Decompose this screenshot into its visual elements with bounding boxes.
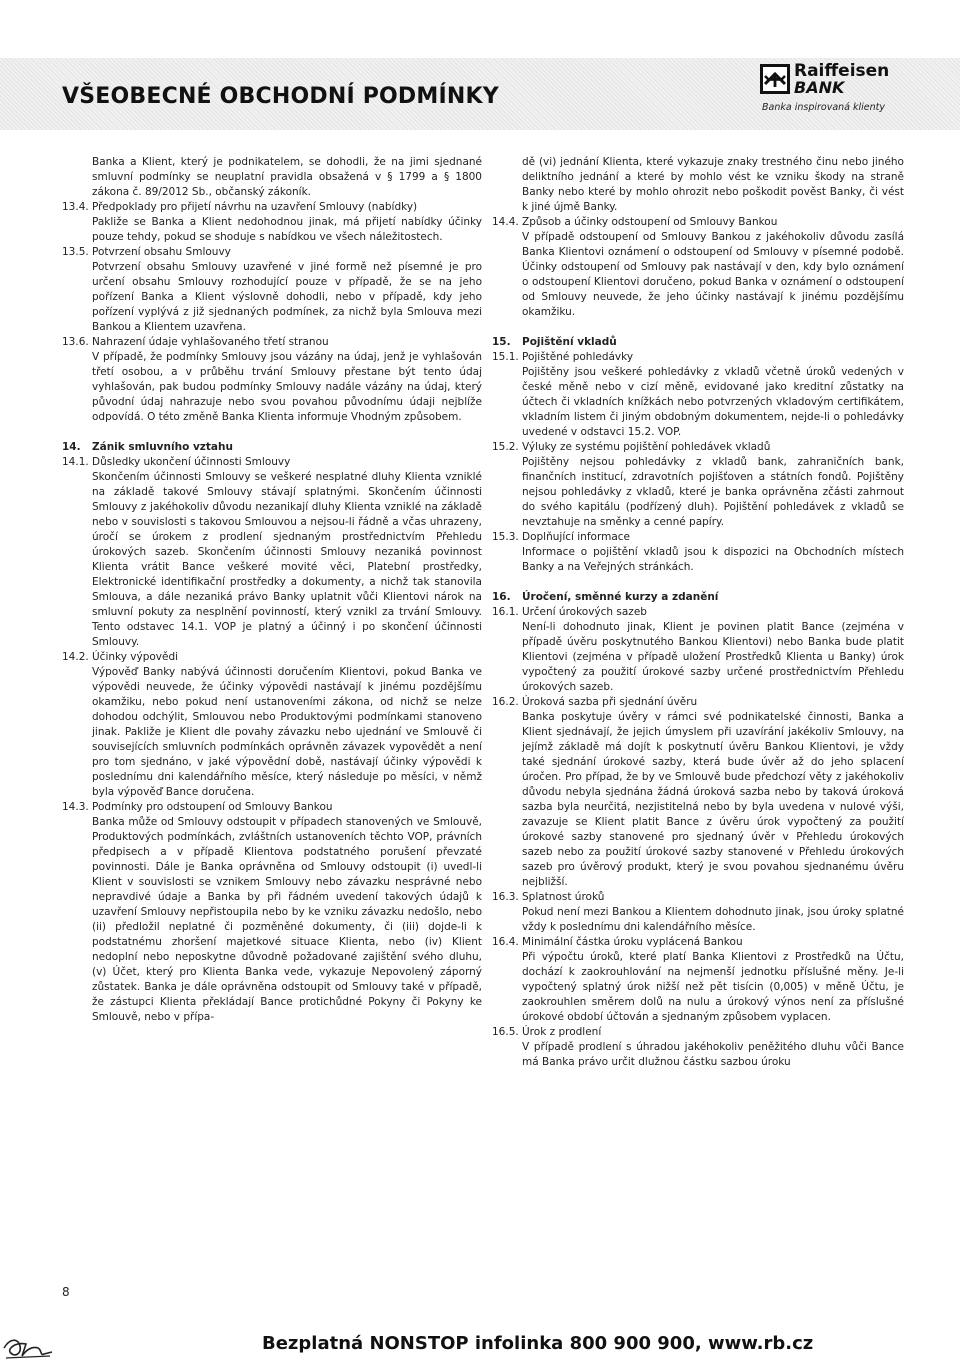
logo-name-line1: Raiffeisen bbox=[794, 61, 890, 81]
section-number: 16.4. bbox=[492, 936, 519, 948]
section-title: Způsob a účinky odstoupení od Smlouvy Bankou bbox=[522, 216, 778, 228]
section-number: 16. bbox=[492, 591, 511, 603]
left-column bbox=[62, 155, 482, 1025]
section-number: 16.2. bbox=[492, 696, 519, 708]
section-number: 15.2. bbox=[492, 441, 519, 453]
section-13-6 bbox=[62, 335, 482, 425]
section-text: Pojištěny jsou veškeré pohledávky z vkladů včetně úroků vedených v české měně nebo v cizí měně, evidované jako kreditní zůstatky na účtech či vkladních knížkách nebo potvrzených vkladovým certifikátem, vkladním listem či jiným obdobným dokumentem, nejde-li o pohledávky uvedené v odstavci 15.2. VOP. bbox=[522, 366, 904, 438]
section-number: 13.6. bbox=[62, 336, 89, 348]
section-16-3 bbox=[492, 890, 904, 935]
section-text: V případě odstoupení od Smlouvy Bankou z jakéhokoliv důvodu zasílá Banka Klientovi oznámení o odstoupení od Smlouvy v písemné podobě. Účinky odstoupení od Smlouvy pak nastávají v den, kdy bylo oznámení o odstoupení Klientovi doručeno, pokud Banka v oznámení o odstoupení od Smlouvy neuvede, že jeho účinky nastávají k jinému pozdějšímu okamžiku. bbox=[522, 231, 904, 318]
section-15-1 bbox=[492, 350, 904, 440]
section-number: 14. bbox=[62, 441, 81, 453]
section-text: Pakliže se Banka a Klient nedohodnou jinak, má přijetí nabídky účinky pouze tehdy, pokud se shoduje s nabídkou ve všech náležitostech. bbox=[92, 216, 482, 243]
section-number: 13.5. bbox=[62, 246, 89, 258]
section-title: Zánik smluvního vztahu bbox=[92, 441, 233, 453]
section-title: Výluky ze systému pojištění pohledávek vkladů bbox=[522, 441, 771, 453]
section-title: Určení úrokových sazeb bbox=[522, 606, 647, 618]
continuation-paragraph: dě (vi) jednání Klienta, které vykazuje znaky trestného činu nebo jiného deliktního jednání a které by mohlo vést ke vzniku škody na straně Banky nebo které by mohlo ohrozit nebo poškodit pověst Banky, či vést k jiné újmě Banky. bbox=[522, 156, 904, 213]
section-text: V případě, že podmínky Smlouvy jsou vázány na údaj, jenž je vyhlašován třetí osobou, a v průběhu trvání Smlouvy přestane být tento údaj vyhlašován, pak budou podmínky Smlouvy nadále vázány na údaj, který původní údaj nahrazuje nebo svou povahou původnímu údaji nejblíže odpovídá. O této změně Banka Klienta informuje Vhodným způsobem. bbox=[92, 351, 482, 423]
section-number: 15.3. bbox=[492, 531, 519, 543]
raiffeisen-logo bbox=[760, 62, 910, 120]
section-number: 14.3. bbox=[62, 801, 89, 813]
section-title: Důsledky ukončení účinnosti Smlouvy bbox=[92, 456, 291, 468]
section-title: Účinky výpovědi bbox=[92, 651, 179, 663]
section-number: 16.1. bbox=[492, 606, 519, 618]
section-number: 14.4. bbox=[492, 216, 519, 228]
section-number: 14.2. bbox=[62, 651, 89, 663]
raiffeisen-gable-cross-icon bbox=[760, 64, 790, 94]
section-number: 16.3. bbox=[492, 891, 519, 903]
section-15-2 bbox=[492, 440, 904, 530]
section-text: Informace o pojištění vkladů jsou k dispozici na Obchodních místech Banky a na Veřejných stránkách. bbox=[522, 546, 904, 573]
section-14-3 bbox=[62, 800, 482, 1025]
section-number: 15. bbox=[492, 336, 511, 348]
section-title: Předpoklady pro přijetí návrhu na uzavření Smlouvy (nabídky) bbox=[92, 201, 418, 213]
section-title: Podmínky pro odstoupení od Smlouvy Bankou bbox=[92, 801, 333, 813]
section-text: Pokud není mezi Bankou a Klientem dohodnuto jinak, jsou úroky splatné vždy k poslednímu dni kalendářního měsíce. bbox=[522, 906, 904, 933]
section-13-4 bbox=[62, 200, 482, 245]
right-column bbox=[492, 155, 904, 1070]
section-14-heading bbox=[62, 440, 482, 455]
section-text: Potvrzení obsahu Smlouvy uzavřené v jiné formě než písemné je pro určení obsahu Smlouvy rozhodující pouze v případě, že se na jeho pořízení Banka a Klient výslovně dohodli, nebo v případě, kdy jeho pořízení vyplývá z již sjednaných podmínek, za nichž byla Smlouva mezi Bankou a Klientem uzavřena. bbox=[92, 261, 482, 333]
section-title: Pojištění vkladů bbox=[522, 336, 617, 348]
section-title: Minimální částka úroku vyplácená Bankou bbox=[522, 936, 743, 948]
section-number: 14.1. bbox=[62, 456, 89, 468]
section-15-heading bbox=[492, 335, 904, 350]
section-number: 16.5. bbox=[492, 1026, 519, 1038]
section-16-heading bbox=[492, 590, 904, 605]
section-14-1 bbox=[62, 455, 482, 650]
section-16-2 bbox=[492, 695, 904, 890]
section-16-4 bbox=[492, 935, 904, 1025]
section-text: Při výpočtu úroků, které platí Banka Klientovi z Prostředků na Účtu, dochází k zaokrouhlování na nejmenší jednotku příslušné měny. Je-li vypočtený splatný úrok nižší než pět tisícin (0,005) v měně Účtu, je zaokrouhlen směrem dolů na nulu a úrokový výnos není za příslušné úrokové období účtován a sjednaným způsobem vyplacen. bbox=[522, 951, 904, 1023]
section-text: V případě prodlení s úhradou jakéhokoliv peněžitého dluhu vůči Bance má Banka právo určit dlužnou částku sazbou úroku bbox=[522, 1041, 904, 1068]
section-13-5 bbox=[62, 245, 482, 335]
handwritten-signature-icon bbox=[0, 1330, 56, 1364]
section-title: Pojištěné pohledávky bbox=[522, 351, 634, 363]
page-number: 8 bbox=[62, 1285, 70, 1299]
section-text: Banka může od Smlouvy odstoupit v případech stanovených ve Smlouvě, Produktových podmínkách, zvláštních ustanoveních těchto VOP, právních předpisech a v případě Klientova podstatného porušení převzaté povinnosti. Dále je Banka oprávněna od Smlouvy odstoupit (i) uvedl-li Klient v souvislosti se vznikem Smlouvy nebo závazku nesprávné nebo nepravdivé údaje a Banka by při řádném uvedení takových údajů k uzavření Smlouvy nepřistoupila nebo by ke vzniku závazku nedošlo, nebo (ii) předložil neplatné či pozměněné dokumenty, či (iii) dojde-li k podstatnému zhoršení majetkové situace Klienta, nebo (iv) Klient nedoplní nebo neposkytne důvodně požadované zajištění svého dluhu, (v) Účet, který pro Klienta Banka vede, vykazuje Nepovolený záporný zůstatek. Banka je dále oprávněna odstoupit od Smlouvy také v případě, že zástupci Klienta překládají Bance protichůdné Pokyny či Pokyny ke Smlouvě, nebo v přípa- bbox=[92, 816, 482, 1023]
section-title: Splatnost úroků bbox=[522, 891, 605, 903]
section-15-3 bbox=[492, 530, 904, 575]
section-text: Pojištěny nejsou pohledávky z vkladů bank, zahraničních bank, finančních institucí, zdravotních pojišťoven a státních fondů. Pojištěny nejsou pohledávky z vkladů, které je banka oprávněna zčásti zahrnout do svého kapitálu (podřízený dluh). Pojištění pohledávek z vkladů se nevztahuje na směnky a cenné papíry. bbox=[522, 456, 904, 528]
logo-name-line2: BANK bbox=[794, 78, 845, 97]
logo-tagline: Banka inspirovaná klienty bbox=[762, 102, 885, 113]
section-text: Skončením účinnosti Smlouvy se veškeré nesplatné dluhy Klienta vzniklé na základě takové Smlouvy stávají splatnými. Skončením účinnosti Smlouvy z jakéhokoliv důvodu nezanikají dluhy Klienta vzniklé na základě nebo v souvislosti s takovou Smlouvou a nejsou-li řádně a včas uhrazeny, úročí se úrokem z prodlení sjednaným prostřednictvím Přehledu úrokových sazeb. Skončením účinnosti Smlouvy nezaniká povinnost Klienta vrátit Bance veškeré movité věci, Platební prostředky, Elektronické identifikační prostředky a dokumenty, a nichž tak stanovila Smlouva, a dále nezaniká právo Banky uplatnit vůči Klientovi nárok na smluvní pokuty za nesplnění povinností, který vznikl za trvání Smlouvy. Tento odstavec 14.1. VOP je platný a účinný i po skončení účinnosti Smlouvy. bbox=[92, 471, 482, 648]
section-text: Banka poskytuje úvěry v rámci své podnikatelské činnosti, Banka a Klient sjednávají, že jejich úmyslem při uzavírání jakékoliv Smlouvy, na jejímž základě má dojít k poskytnutí úvěru Bankou Klientovi, je vždy také sjednání úrokové sazby, která bude úvěr až do jeho splacení úročen. Pro případ, že by ve Smlouvě bude předchozí věty z jakéhokoliv důvodu nebyla sjednána žádná úroková sazba nebo by taková úroková sazba byla neurčitá, nezjistitelná nebo by byla uvedena v nulové výši, zavazuje se Klient platit Bance z úvěru úrok vypočtený za použití úrokové sazby stanovené pro sjednaný úvěr v Přehledu úrokových sazeb nebo za použití úrokové sazby stanovené v Přehledu úrokových sazeb pro úvěrový produkt, který je svou povahou sjednanému úvěru nejbližší. bbox=[522, 711, 904, 888]
section-title: Úroková sazba při sjednání úvěru bbox=[522, 696, 698, 708]
section-text: Výpověď Banky nabývá účinnosti doručením Klientovi, pokud Banka ve výpovědi neuvede, že účinky výpovědi nastávají k jinému pozdějšímu okamžiku, nebo pokud není ustanoveními zákona, od nichž se nelze dohodou odchýlit, Smlouvou nebo Produktovými podmínkami stanoveno jinak. Pakliže je Klient dle povahy závazku nebo ujednání ve Smlouvě či souvisejících smluvních podmínkách oprávněn závazek vypovědět a není pro tom sjednáno, v jaké výpovědní době, nastávají účinky výpovědi k poslednímu dni kalendářního měsíce, který následuje po měsíci, v němž byla výpověď Bance doručena. bbox=[92, 666, 482, 798]
section-title: Úročení, směnné kurzy a zdanění bbox=[522, 591, 719, 603]
section-14-2 bbox=[62, 650, 482, 800]
section-title: Úrok z prodlení bbox=[522, 1026, 602, 1038]
document-title: VŠEOBECNÉ OBCHODNÍ PODMÍNKY bbox=[62, 84, 499, 109]
section-14-4 bbox=[492, 215, 904, 320]
section-16-1 bbox=[492, 605, 904, 695]
section-number: 15.1. bbox=[492, 351, 519, 363]
intro-paragraph: Banka a Klient, který je podnikatelem, se dohodli, že na jimi sjednané smluvní podmínky se neuplatní pravidla obsažená v § 1799 a § 1800 zákona č. 89/2012 Sb., občanský zákoník. bbox=[92, 156, 482, 198]
section-title: Nahrazení údaje vyhlašovaného třetí stranou bbox=[92, 336, 329, 348]
section-title: Potvrzení obsahu Smlouvy bbox=[92, 246, 231, 258]
section-number: 13.4. bbox=[62, 201, 89, 213]
section-16-5 bbox=[492, 1025, 904, 1070]
footer-hotline: Bezplatná NONSTOP infolinka 800 900 900, www.rb.cz bbox=[262, 1333, 814, 1354]
section-text: Není-li dohodnuto jinak, Klient je povinen platit Bance (zejména v případě úvěru poskytnutého Bankou Klientovi) nebo Banka bude platit Klientovi (zejména v případě uložení Prostředků Klienta u Banky) úrok vypočtený za použití úrokové sazby určené prostřednictvím Přehledu úrokových sazeb. bbox=[522, 621, 904, 693]
section-title: Doplňující informace bbox=[522, 531, 630, 543]
